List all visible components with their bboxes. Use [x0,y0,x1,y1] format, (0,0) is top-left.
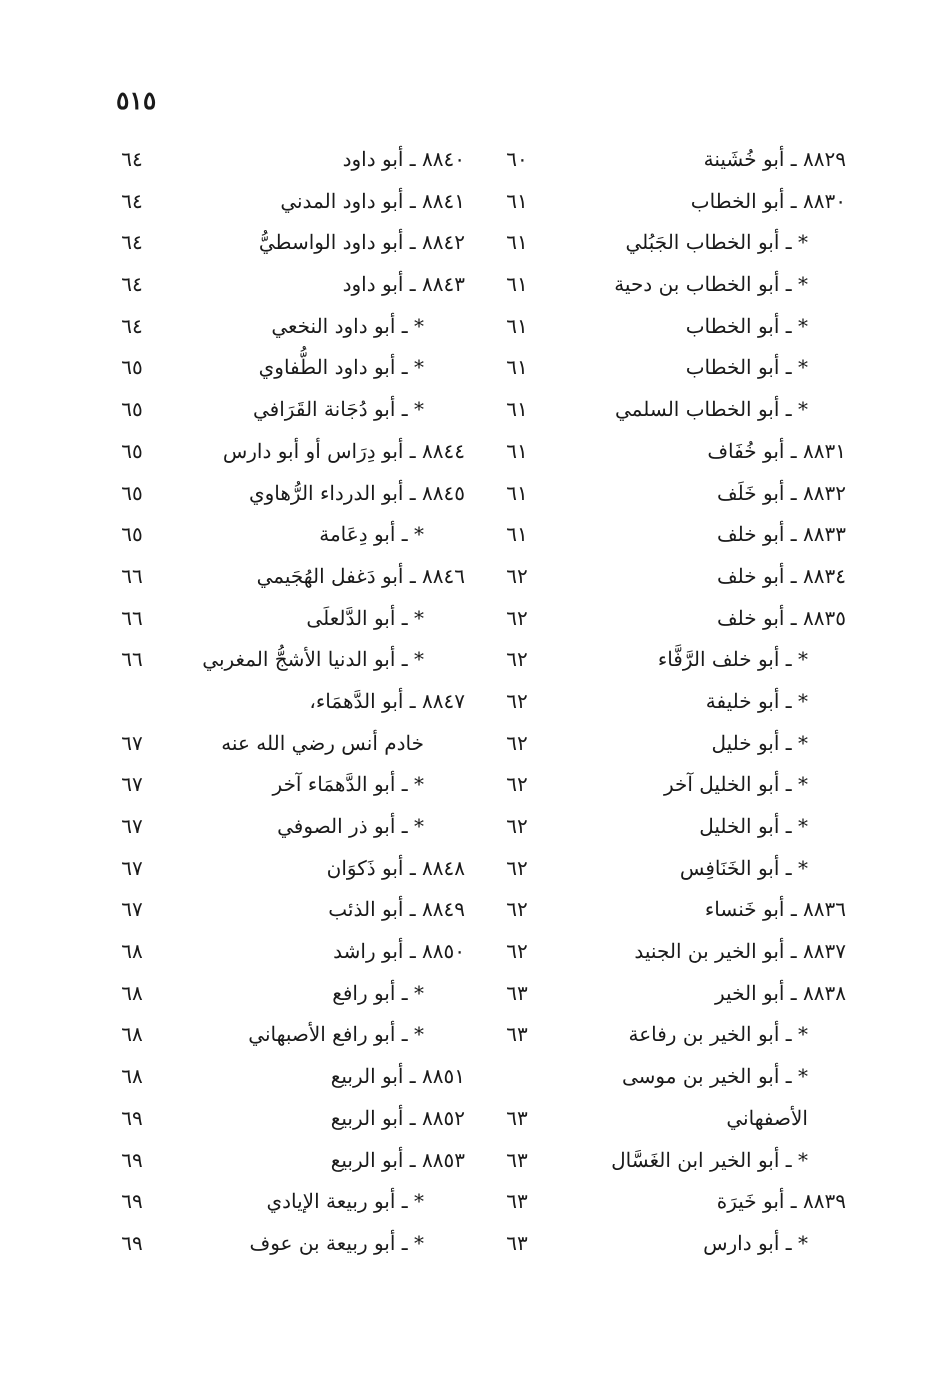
left-column-entry: ٨٨٤٢ ـ أبو داود الواسطيُّ [258,230,465,255]
left-column-page-number: ٦٧ [121,730,143,755]
right-column-page-number: ٦١ [506,480,528,505]
index-row [0,848,932,890]
left-column-page-number: ٦٥ [121,522,143,547]
left-column-entry: ٨٨٤٦ ـ أبو دَغفل الهُجَيمي [256,563,465,588]
left-column-page-number: ٦٤ [121,147,143,171]
left-column-entry: ٨٨٤٣ ـ أبو داود [342,272,465,297]
left-column-page-number: ٦٥ [121,438,143,463]
index-row [0,473,932,515]
right-column-page-number: ٦٣ [506,980,528,1005]
left-column-entry: ٨٨٥٢ ـ أبو الربيع [330,1105,465,1130]
right-column-page-number: ٦١ [506,355,528,380]
index-row [0,1140,932,1182]
right-column-entry: * ـ أبو الخير ابن الغَسَّال [611,1147,808,1172]
right-column-page-number: ٦٣ [506,1147,528,1172]
right-column-entry: * ـ أبو الخير بن رفاعة [628,1022,808,1047]
right-column-page-number: ٦٣ [506,1022,528,1047]
index-table [0,139,932,1265]
left-column-entry: ٨٨٥٠ ـ أبو راشد [333,939,465,964]
left-column-page-number: ٦٧ [121,772,143,797]
left-column-page-number: ٦٦ [121,605,143,630]
right-column-page-number: ٦٣ [506,1189,528,1214]
left-column-entry: * ـ أبو رافع الأصبهاني [248,1022,424,1047]
right-column-page-number: ٦١ [506,522,528,547]
right-column-entry: * ـ أبو خليفة [705,688,808,713]
left-column-page-number: ٦٨ [121,1064,143,1089]
right-column-page-number: ٦١ [506,188,528,213]
left-column-page-number: ٦٩ [121,1147,143,1172]
index-row [0,389,932,431]
left-column-entry: ٨٨٤٧ ـ أبو الدَّهمَاء، [309,688,465,713]
index-row [0,931,932,973]
right-column-entry: ٨٨٣٦ ـ أبو خَنساء [704,897,846,922]
right-column-page-number: ٦٢ [506,772,528,797]
index-row [0,1056,932,1098]
index-row [0,764,932,806]
right-column-page-number: ٦١ [506,438,528,463]
right-column-entry: * ـ أبو الخير بن موسى [622,1064,808,1089]
left-column-page-number: ٦٩ [121,1189,143,1214]
index-row [0,431,932,473]
right-column-page-number: ٦٢ [506,855,528,880]
right-column-page-number: ٦٢ [506,939,528,964]
left-column-entry: ٨٨٥٣ ـ أبو الربيع [330,1147,465,1172]
right-column-entry: * ـ أبو الخطاب الجَبُلي [625,230,808,255]
right-column-entry: * ـ أبو خليل [711,730,808,755]
right-column-entry: * ـ أبو خلف الرَّفَّاء [657,647,808,672]
left-column-page-number: ٦٩ [121,1105,143,1130]
right-column-page-number: ٦١ [506,272,528,297]
right-column-entry: ٨٨٣١ ـ أبو خُفَاف [707,438,846,463]
left-column-entry: * ـ أبو الدنيا الأشجُّ المغربي [202,647,424,672]
index-row [0,598,932,640]
left-column-entry: * ـ أبو الدَّهمَاء آخر [272,772,424,797]
left-column-page-number: ٦٥ [121,480,143,505]
left-column-entry: ٨٨٤٨ ـ أبو ذَكوَان [326,855,465,880]
left-column-entry: ٨٨٤٤ ـ أبو دِرَاس أو أبو دارس [222,438,465,463]
left-column-entry: ٨٨٤٩ ـ أبو الذئب [328,897,465,922]
right-column-page-number: ٦٢ [506,730,528,755]
left-column-entry: * ـ أبو داود النخعي [271,313,424,338]
index-row [0,806,932,848]
right-column-page-number: ٦٢ [506,897,528,922]
index-row [0,1098,932,1140]
right-column-entry: ٨٨٣٢ ـ أبو خَلَف [716,480,846,505]
index-row [0,264,932,306]
right-column-page-number: ٦٠ [506,147,528,171]
right-column-entry: ٨٨٣٩ ـ أبو خَيرَة [716,1189,846,1214]
index-row [0,1181,932,1223]
index-row [0,1223,932,1265]
right-column-entry: ٨٨٣٧ ـ أبو الخير بن الجنيد [634,939,846,964]
right-column-entry: * ـ أبو الخليل آخر [663,772,808,797]
left-column-page-number: ٦٧ [121,814,143,838]
left-column-page-number: ٦٥ [121,355,143,380]
right-column-entry: ٨٨٣٥ ـ أبو خلف [716,605,846,630]
right-column-entry: * ـ أبو دارس [703,1230,808,1255]
index-row [0,347,932,389]
left-column-entry: ٨٨٤١ ـ أبو داود المدني [280,188,465,213]
right-column-page-number: ٦٣ [506,1230,528,1255]
right-column-entry: ٨٨٣٤ ـ أبو خلف [716,563,846,588]
left-column-page-number: ٦٤ [121,313,143,338]
right-column-page-number: ٦٣ [506,1105,528,1130]
left-column-page-number: ٦٨ [121,980,143,1005]
left-column-entry: ٨٨٥١ ـ أبو الربيع [330,1064,465,1089]
left-column-page-number: ٦٧ [121,897,143,922]
left-column-page-number: ٦٨ [121,1022,143,1047]
left-column-page-number: ٦٦ [121,647,143,672]
index-row [0,973,932,1015]
right-column-page-number: ٦٢ [506,688,528,713]
left-column-page-number: ٦٩ [121,1230,143,1255]
right-column-entry: * ـ أبو الخطاب [685,355,808,380]
right-column-entry: ٨٨٢٩ ـ أبو خُشَينة [703,147,846,171]
left-column-entry: * ـ أبو داود الطُّفاوي [258,355,424,380]
left-column-entry: * ـ أبو ربيعة بن عوف [249,1230,424,1255]
left-column-page-number: ٦٥ [121,397,143,422]
left-column-entry: ٨٨٤٠ ـ أبو داود [342,147,465,171]
left-column-entry: * ـ أبو ربيعة الإيادي [266,1189,424,1214]
index-row [0,556,932,598]
left-column-entry: * ـ أبو دُجَانة القَرَافي [253,397,424,422]
right-column-entry: * ـ أبو الخطاب السلمي [615,397,808,422]
index-row [0,514,932,556]
right-column-entry: * ـ أبو الخطاب بن دحية [614,272,808,297]
index-row [0,222,932,264]
left-column-page-number: ٦٤ [121,272,143,297]
right-column-page-number: ٦١ [506,397,528,422]
left-column-entry: * ـ أبو رافع [332,980,424,1005]
right-column-entry: * ـ أبو الخليل [699,814,808,838]
left-column-entry: ٨٨٤٥ ـ أبو الدرداء الرُّهاوي [248,480,465,505]
index-row [0,639,932,681]
left-column-page-number: ٦٧ [121,855,143,880]
left-column-page-number: ٦٤ [121,230,143,255]
index-row [0,139,932,181]
index-row [0,889,932,931]
left-column-entry: * ـ أبو ذر الصوفي [277,814,424,838]
right-column-page-number: ٦٢ [506,605,528,630]
left-column-entry: خادم أنس رضي الله عنه [221,730,424,755]
right-column-entry: * ـ أبو الخَنَافِس [679,855,808,880]
right-column-entry: الأصفهاني [726,1105,808,1130]
right-column-page-number: ٦٢ [506,647,528,672]
left-column-entry: * ـ أبو الدَّلعلَى [306,605,424,630]
left-column-page-number: ٦٦ [121,563,143,588]
right-column-page-number: ٦١ [506,230,528,255]
right-column-page-number: ٦١ [506,313,528,338]
right-column-entry: ٨٨٣٠ ـ أبو الخطاب [690,188,846,213]
left-column-page-number: ٦٨ [121,939,143,964]
page-number: ٥١٥ [116,86,157,115]
index-row [0,181,932,223]
index-row [0,681,932,723]
left-column-entry: * ـ أبو دِعَامة [319,522,424,547]
index-row [0,1014,932,1056]
right-column-page-number: ٦٢ [506,563,528,588]
index-row [0,723,932,765]
right-column-entry: * ـ أبو الخطاب [685,313,808,338]
right-column-entry: ٨٨٣٣ ـ أبو خلف [716,522,846,547]
index-row [0,306,932,348]
right-column-entry: ٨٨٣٨ ـ أبو الخير [715,980,846,1005]
left-column-page-number: ٦٤ [121,188,143,213]
right-column-page-number: ٦٢ [506,814,528,838]
